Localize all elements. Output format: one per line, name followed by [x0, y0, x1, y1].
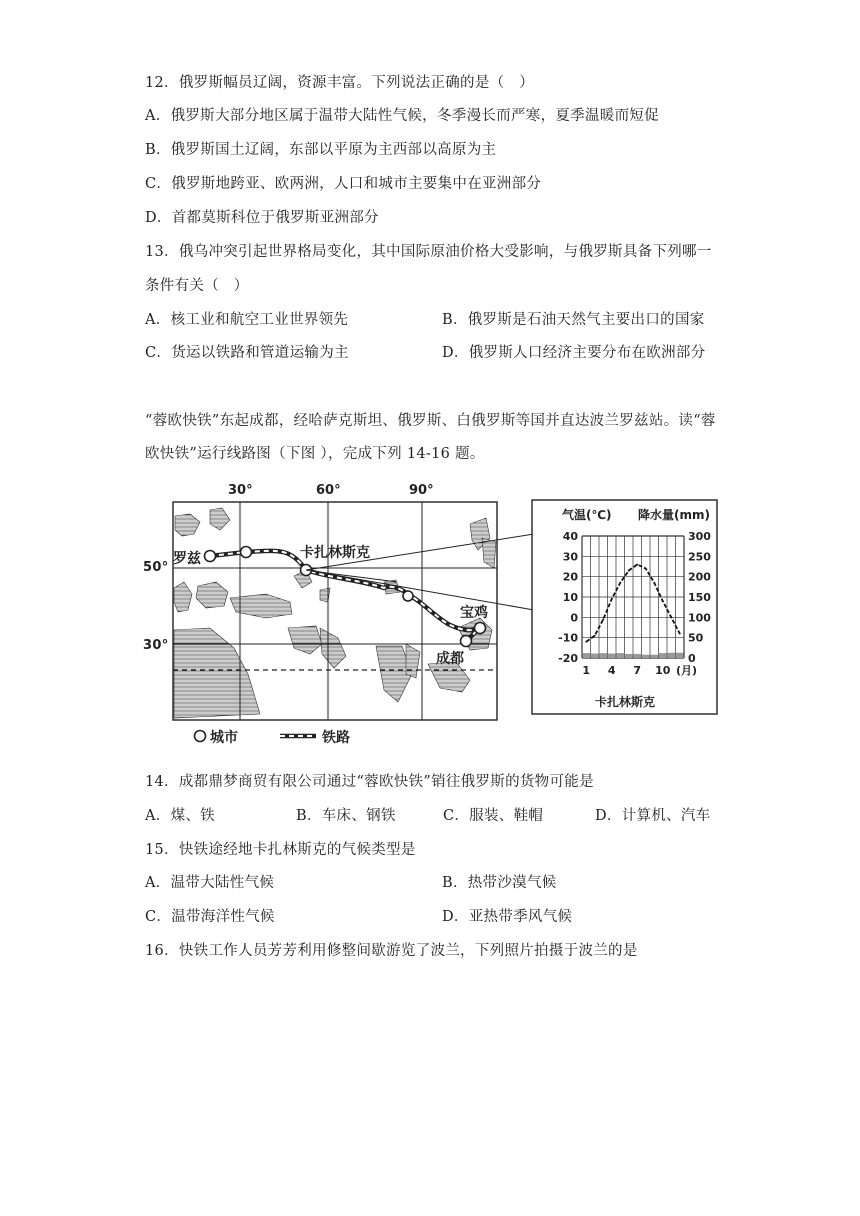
x-unit-label: (月): [676, 664, 698, 677]
q15-option-b: B．热带沙漠气候: [442, 875, 557, 891]
left-tick-label: 30: [562, 550, 578, 564]
precip-bar: [651, 655, 659, 658]
temperature-point: [645, 568, 647, 570]
q13-stem-line1: 13．俄乌冲突引起世界格局变化，其中国际原油价格大受影响，与俄罗斯具备下列哪一: [145, 244, 712, 260]
q13-option-d: D．俄罗斯人口经济主要分布在欧洲部分: [442, 345, 706, 361]
right-tick-label: 100: [688, 611, 711, 625]
q12-option-a: A．俄罗斯大部分地区属于温带大陆性气候，冬季漫长而严寒，夏季温暖而短促: [145, 108, 659, 124]
lon-label-90: 90°: [409, 483, 434, 498]
lat-label-30: 30°: [143, 638, 169, 653]
q13-option-a: A．核工业和航空工业世界领先: [145, 312, 349, 328]
temperature-point: [653, 582, 655, 584]
temperature-point: [636, 564, 638, 566]
q14-option-d: D．计算机、汽车: [595, 808, 711, 824]
right-tick-label: 150: [688, 591, 711, 604]
q12-option-c: C．俄罗斯地跨亚、欧两洲，人口和城市主要集中在亚洲部分: [145, 176, 542, 192]
legend-rail-label: 铁路: [322, 730, 350, 746]
left-tick-label: 10: [562, 591, 578, 604]
city-baoji-marker: [475, 623, 486, 634]
legend-city-icon: [195, 731, 206, 742]
temperature-point: [602, 618, 604, 620]
x-tick-label: 4: [607, 664, 616, 677]
q12-option-d: D．首都莫斯科位于俄罗斯亚洲部分: [145, 210, 379, 226]
q14-option-a: A．煤、铁: [145, 808, 215, 824]
precip-bar: [591, 654, 599, 658]
lon-label-60: 60°: [316, 483, 341, 498]
temperature-point: [585, 641, 587, 643]
q13-option-b: B．俄罗斯是石油天然气主要出口的国家: [442, 312, 705, 328]
intro-line1: “蓉欧快铁”东起成都，经哈萨克斯坦、俄罗斯、白俄罗斯等国并直达波兰罗兹站。读“蓉: [145, 413, 716, 429]
temperature-point: [619, 582, 621, 584]
lon-label-30: 30°: [228, 483, 253, 498]
q15-stem: 15．快铁途经地卡扎林斯克的气候类型是: [145, 842, 416, 858]
temperature-point: [662, 600, 664, 602]
q16-stem: 16．快铁工作人员芳芳利用修整间歇游览了波兰，下列照片拍摄于波兰的是: [145, 943, 638, 959]
temperature-point: [611, 598, 613, 600]
temperature-point: [670, 616, 672, 618]
city-marker: [241, 547, 252, 558]
chart-title: 卡扎林斯克: [595, 695, 656, 709]
x-tick-label: 7: [633, 664, 642, 677]
q15-option-a: A．温带大陆性气候: [145, 875, 275, 891]
q15-option-c: C．温带海洋性气候: [145, 909, 275, 925]
q13-option-c: C．货运以铁路和管道运输为主: [145, 345, 349, 361]
temperature-point: [679, 633, 681, 635]
temperature-point: [628, 570, 630, 572]
x-tick-label: 1: [582, 664, 591, 677]
precip-bar: [659, 653, 667, 658]
lat-label-50: 50°: [143, 560, 169, 575]
precip-bar: [617, 653, 625, 658]
map-legend: [195, 729, 351, 746]
chart-ylabel-right: 降水量(mm): [638, 508, 710, 522]
q14-option-c: C．服装、鞋帽: [443, 808, 544, 824]
city-chengdu-marker: [461, 636, 472, 647]
left-tick-label: -10: [558, 631, 578, 645]
right-tick-label: 200: [688, 570, 711, 584]
right-tick-label: 250: [688, 550, 711, 564]
precip-bar: [608, 654, 616, 658]
chart-ylabel-left: 气温(℃): [562, 508, 612, 522]
precip-bar: [625, 654, 633, 658]
q12-stem: 12．俄罗斯幅员辽阔，资源丰富。下列说法正确的是（ ）: [145, 75, 535, 91]
city-label-lodz: 罗兹: [173, 551, 201, 567]
q14-stem: 14．成都鼎梦商贸有限公司通过“蓉欧快铁”销往俄罗斯的货物可能是: [145, 774, 594, 790]
q12-option-b: B．俄罗斯国土辽阔，东部以平原为主西部以高原为主: [145, 142, 497, 158]
precip-bar: [583, 653, 591, 658]
city-label-chengdu: 成都: [436, 651, 464, 667]
city-label-baoji: 宝鸡: [460, 605, 488, 621]
precip-bar: [668, 653, 676, 658]
temperature-point: [594, 635, 596, 637]
precip-bar: [676, 653, 684, 658]
precip-bar: [634, 654, 642, 658]
city-lodz-marker: [205, 551, 216, 562]
right-tick-label: 0: [688, 652, 696, 665]
right-tick-label: 50: [688, 631, 704, 645]
right-tick-label: 300: [688, 530, 711, 543]
left-tick-label: 40: [562, 530, 578, 543]
precip-bar: [600, 653, 608, 658]
q14-option-b: B．车床、钢铁: [296, 808, 396, 824]
precip-bar: [642, 655, 650, 658]
left-tick-label: 0: [570, 611, 578, 625]
city-marker: [403, 591, 413, 601]
intro-line2: 欧快铁”运行线路图（下图 ），完成下列 14-16 题。: [145, 446, 485, 462]
q13-stem-line2: 条件有关（ ）: [145, 278, 249, 294]
left-tick-label: 20: [562, 570, 578, 584]
legend-city-label: 城市: [210, 730, 238, 746]
city-label-kazalinsk: 卡扎林斯克: [300, 545, 370, 561]
route-figure: [170, 478, 720, 750]
q15-option-d: D．亚热带季风气候: [442, 909, 573, 925]
x-tick-label: 10: [655, 664, 671, 677]
left-tick-label: -20: [558, 652, 578, 665]
